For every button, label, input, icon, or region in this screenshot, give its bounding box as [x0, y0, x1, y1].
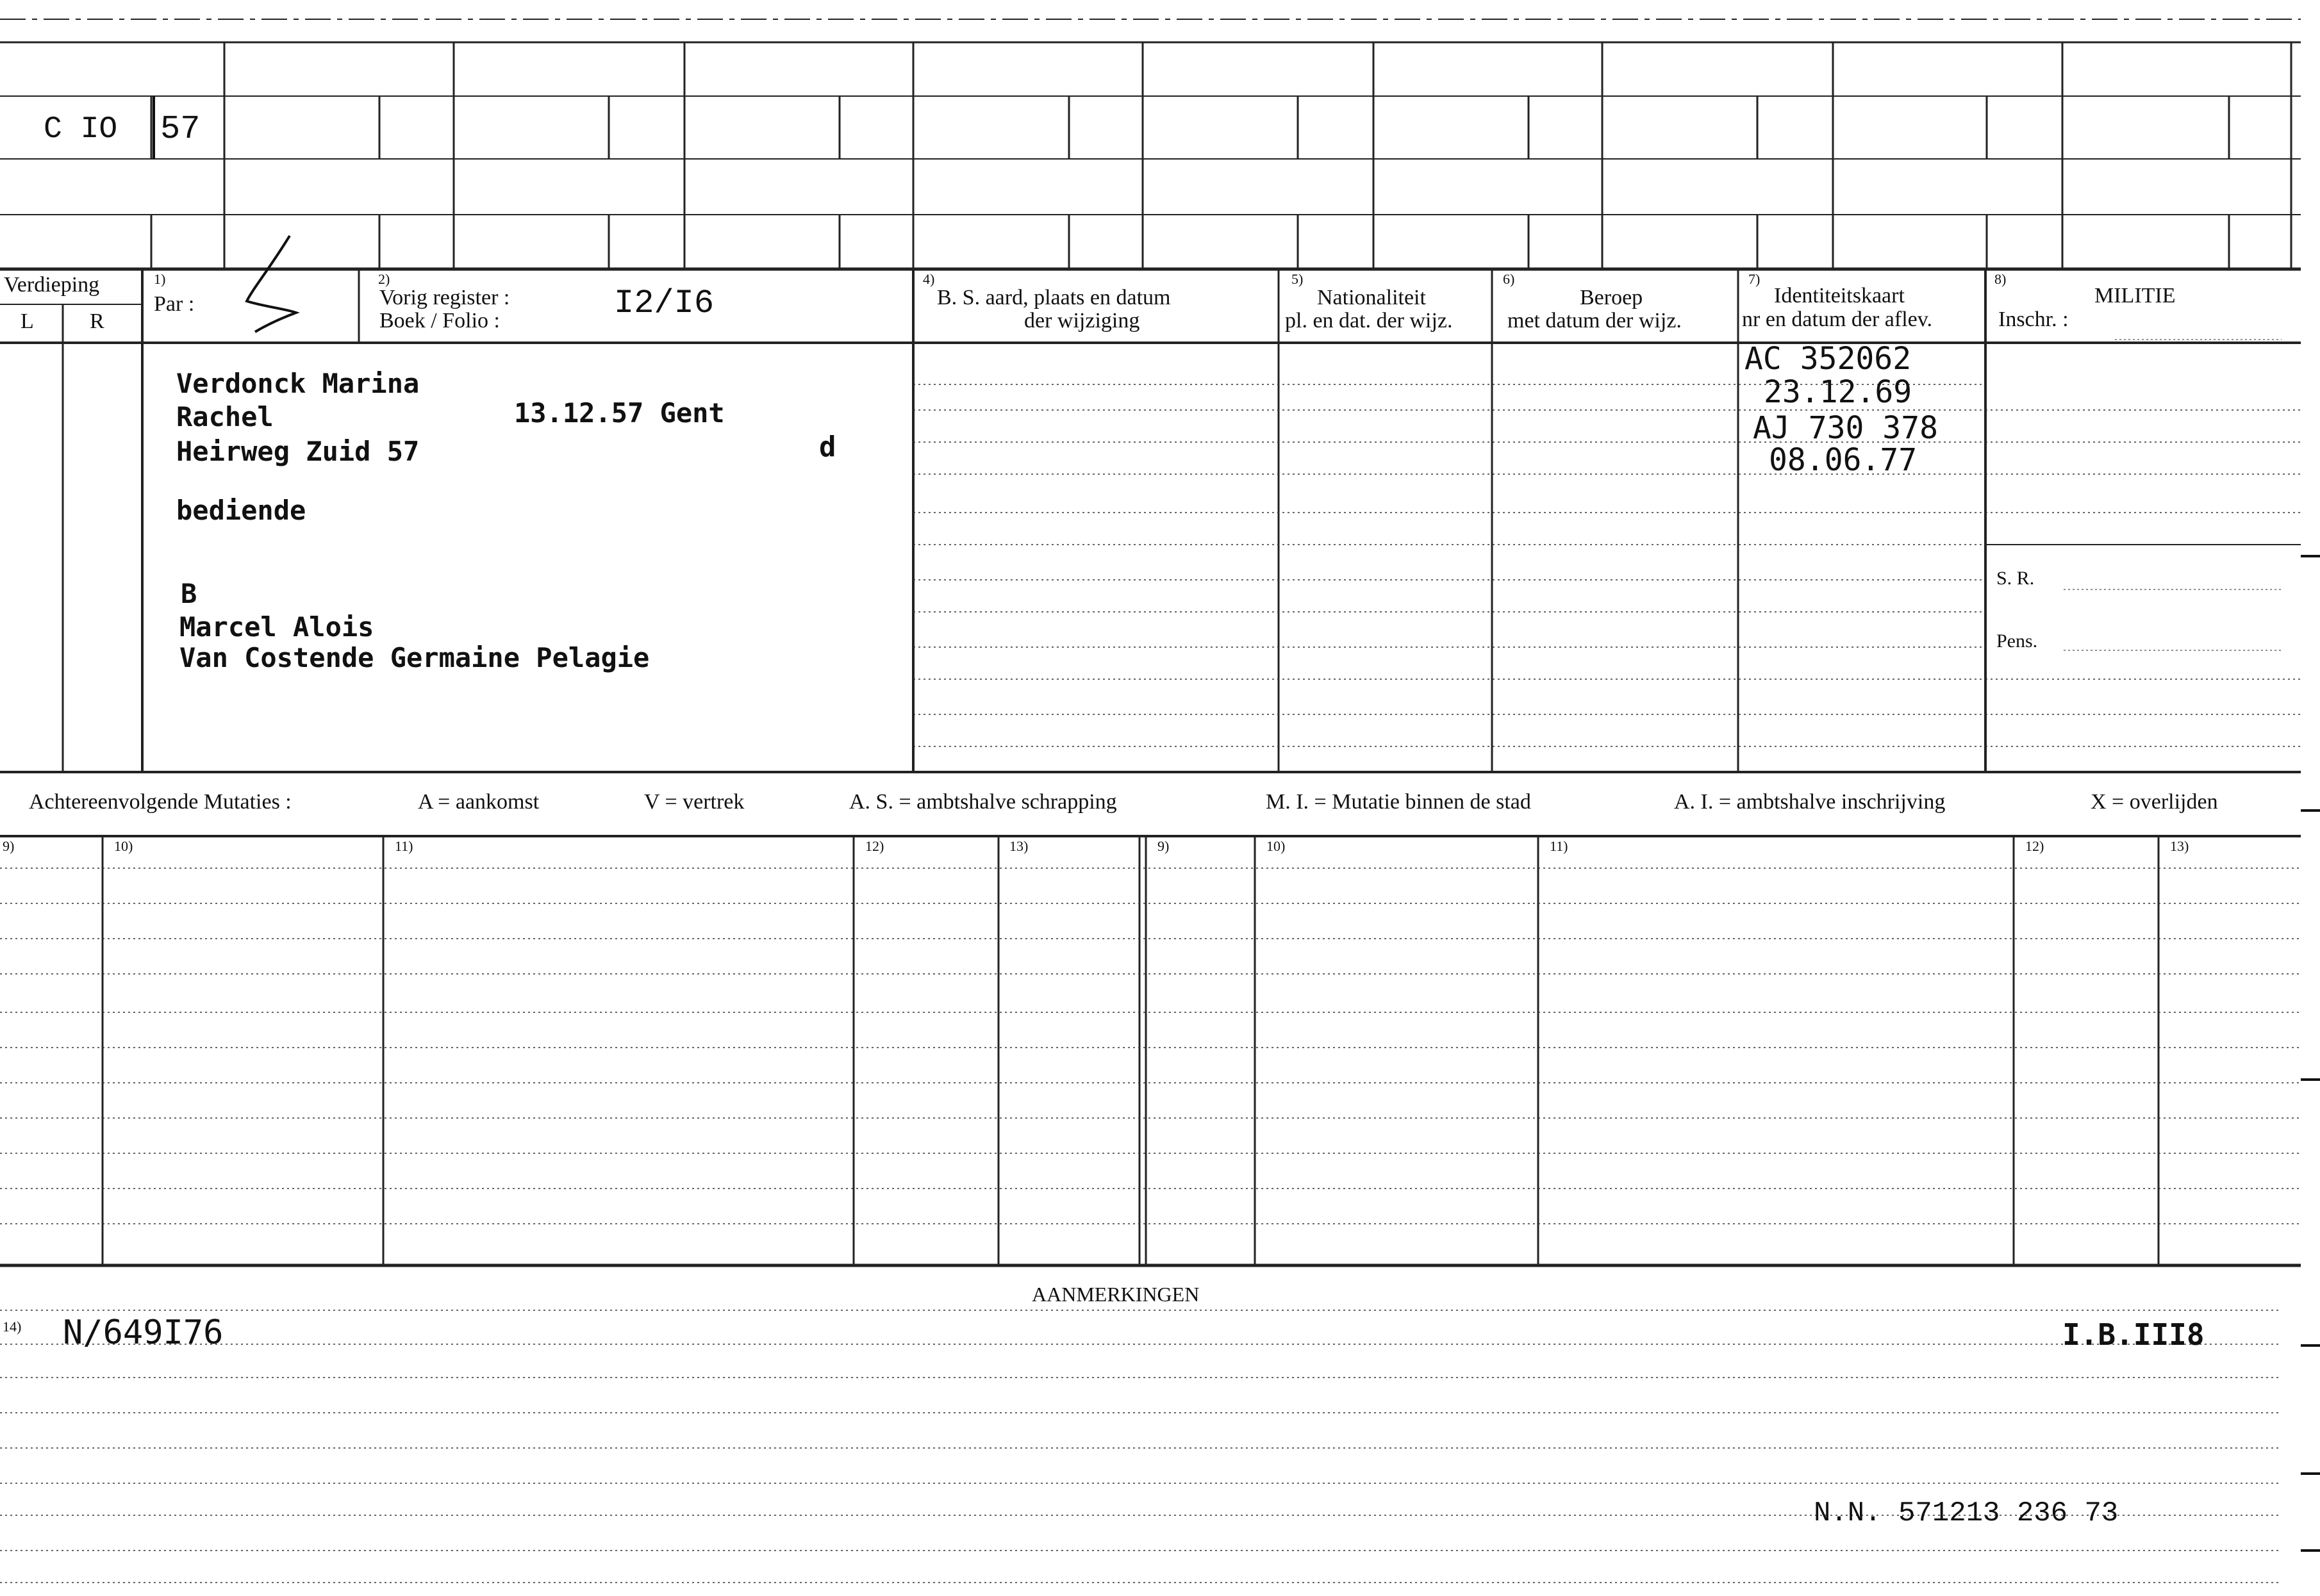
mutation-code-x: X = overlijden — [2091, 790, 2218, 814]
id-card-number-1: AC 352062 — [1744, 341, 1912, 377]
field-number-5: 5) — [1291, 271, 1304, 287]
mutation-code-ai: A. I. = ambtshalve inschrijving — [1674, 790, 1946, 814]
mutation-col-11-right: 11) — [1550, 838, 1568, 854]
person-b: B — [181, 578, 197, 609]
mutation-col-12-left: 12) — [865, 838, 884, 854]
bs-header-line2: der wijziging — [1024, 309, 1140, 333]
mutation-code-a: A = aankomst — [418, 790, 540, 814]
mutation-col-13-right: 13) — [2170, 838, 2189, 854]
register-value: I2/I6 — [614, 284, 715, 322]
field-number-7: 7) — [1748, 271, 1761, 287]
mutation-col-9-right: 9) — [1157, 838, 1170, 854]
person-birth: 13.12.57 Gent — [514, 397, 725, 429]
par-signature-stroke — [247, 236, 296, 332]
mutation-col-10-left: 10) — [114, 838, 133, 854]
nationaliteit-header-line2: pl. en dat. der wijz. — [1285, 309, 1453, 333]
top-year: 57 — [160, 110, 201, 148]
person-father: Marcel Alois — [179, 611, 374, 643]
mutations-title: Achtereenvolgende Mutaties : — [29, 790, 292, 814]
identiteitskaart-header-line2: nr en datum der aflev. — [1742, 308, 1933, 331]
mutation-col-10-right: 10) — [1266, 838, 1286, 854]
top-code: C IO — [44, 112, 118, 147]
verdieping-label: Verdieping — [4, 273, 100, 297]
field-number-4: 4) — [923, 271, 935, 287]
boek-folio-label: Boek / Folio : — [379, 309, 500, 333]
nationaliteit-header-line1: Nationaliteit — [1317, 286, 1426, 309]
person-name-line2: Rachel — [176, 401, 274, 432]
beroep-header-line1: Beroep — [1580, 286, 1643, 309]
militie-sr-label: S. R. — [1996, 568, 2035, 589]
remarks-code: N/649I76 — [63, 1313, 224, 1352]
inschr-label: Inschr. : — [1998, 308, 2069, 331]
national-number: N.N. 571213 236 73 — [1814, 1497, 2119, 1529]
remarks-reference: I.B.III8 — [2062, 1317, 2205, 1352]
field-number-8: 8) — [1994, 271, 2007, 287]
person-address: Heirweg Zuid 57 — [176, 436, 420, 467]
id-card-number-2: AJ 730 378 — [1753, 410, 1938, 446]
field-number-2: 2) — [378, 271, 390, 287]
par-label: Par : — [154, 292, 195, 316]
mutation-code-v: V = vertrek — [644, 790, 745, 814]
id-card-date-1: 23.12.69 — [1764, 374, 1912, 410]
militie-pens-label: Pens. — [1996, 630, 2038, 652]
person-occupation: bediende — [176, 495, 306, 526]
identiteitskaart-header-line1: Identiteitskaart — [1774, 284, 1905, 308]
mutation-col-9-left: 9) — [3, 838, 15, 854]
bs-header-line1: B. S. aard, plaats en datum — [937, 286, 1171, 309]
field-number-6: 6) — [1503, 271, 1515, 287]
field-number-14: 14) — [3, 1319, 22, 1335]
field-number-1: 1) — [154, 271, 166, 287]
remarks-title: AANMERKINGEN — [1032, 1283, 1200, 1306]
mutation-code-as: A. S. = ambtshalve schrapping — [849, 790, 1117, 814]
person-mark: d — [819, 431, 836, 463]
vorig-register-label: Vorig register : — [379, 286, 510, 309]
mutation-col-11-left: 11) — [395, 838, 413, 854]
mutation-col-13-left: 13) — [1009, 838, 1029, 854]
person-name-line1: Verdonck Marina — [176, 368, 420, 399]
id-card-date-2: 08.06.77 — [1769, 442, 1918, 478]
mutation-code-mi: M. I. = Mutatie binnen de stad — [1266, 790, 1531, 814]
verdieping-l-label: L — [21, 309, 34, 333]
mutation-col-12-right: 12) — [2025, 838, 2044, 854]
person-mother: Van Costende Germaine Pelagie — [179, 642, 650, 673]
verdieping-r-label: R — [90, 309, 104, 333]
beroep-header-line2: met datum der wijz. — [1507, 309, 1682, 333]
militie-header: MILITIE — [2094, 284, 2176, 308]
